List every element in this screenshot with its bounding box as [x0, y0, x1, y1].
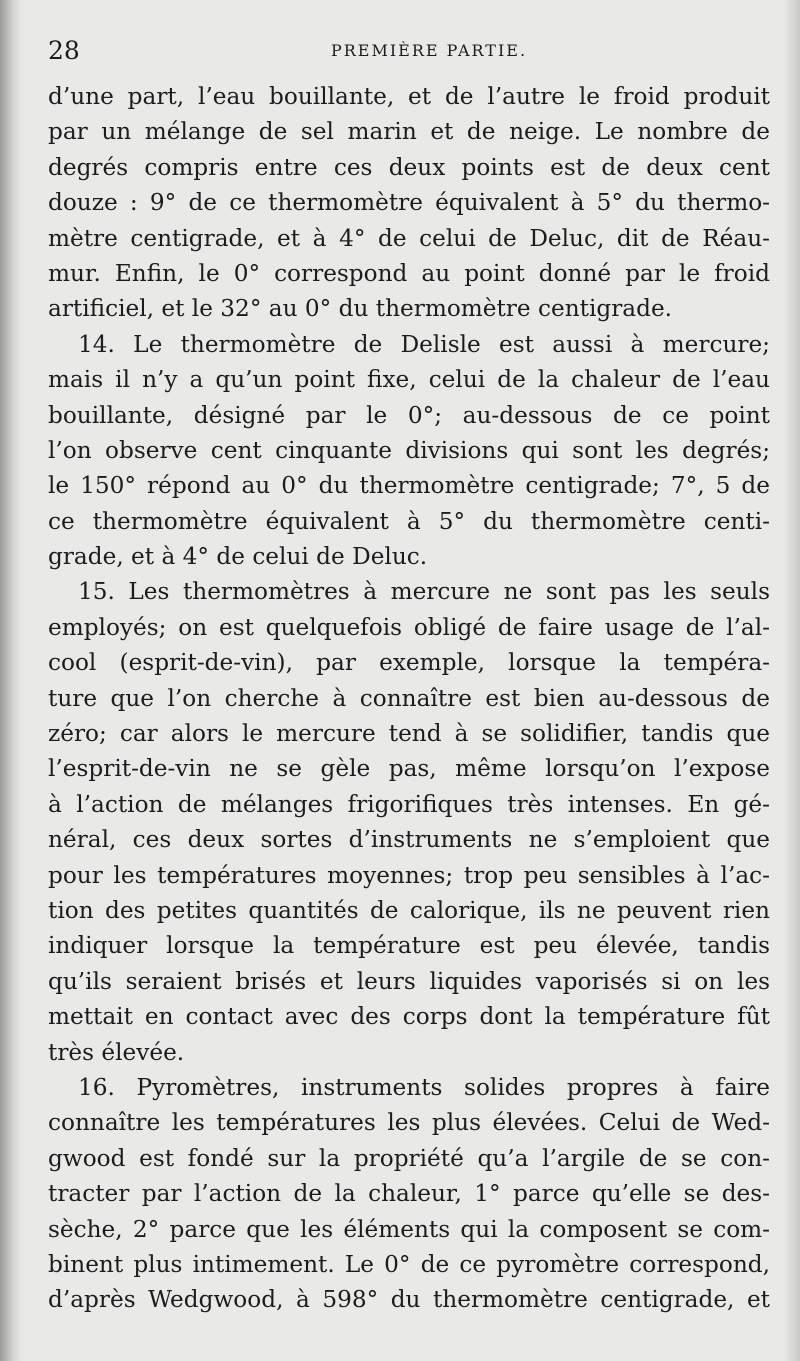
paragraph-15-start: 15. Les thermomètres à mercure ne sont pas les seuls: [78, 578, 770, 606]
text-line: par un mélange de sel marin et de neige. Le nombre de: [48, 118, 770, 146]
text-line: grade, et à 4° de celui de Deluc.: [48, 543, 428, 571]
text-line: l’on observe cent cinquante divisions qui sont les degrés;: [48, 436, 770, 464]
text-line: néral, ces deux sortes d’instruments ne s’emploient que: [48, 826, 770, 854]
paragraph-16-start: 16. Pyromètres, instruments solides propres à faire: [78, 1073, 770, 1101]
text-line: indiquer lorsque la température est peu élevée, tandis: [48, 932, 770, 960]
text-line: gwood est fondé sur la propriété qu’a l’argile de se con-: [48, 1144, 770, 1172]
text-line: très élevée.: [48, 1038, 185, 1066]
text-line: sèche, 2° parce que les éléments qui la composent se com-: [48, 1215, 770, 1243]
text-line: l’esprit-de-vin ne se gèle pas, même lorsqu’on l’expose: [48, 755, 770, 783]
text-line: qu’ils seraient brisés et leurs liquides vaporisés si on les: [48, 967, 770, 995]
text-line: d’une part, l’eau bouillante, et de l’autre le froid produit: [48, 83, 770, 110]
body-text: [48, 79, 770, 1318]
text-line: binent plus intimement. Le 0° de ce pyromètre correspond,: [48, 1250, 770, 1278]
text-line: mais il n’y a qu’un point fixe, celui de la chaleur de l’eau: [48, 366, 770, 394]
text-line: mur. Enfin, le 0° correspond au point donné par le froid: [48, 259, 770, 287]
text-line: bouillante, désigné par le 0°; au-dessous de ce point: [48, 401, 770, 429]
text-line: le 150° répond au 0° du thermomètre centigrade; 7°, 5 de: [48, 472, 770, 500]
text-line: à l’action de mélanges frigorifiques très intenses. En gé-: [48, 790, 770, 818]
text-line: degrés compris entre ces deux points est de deux cent: [48, 153, 770, 181]
text-line: d’après Wedgwood, à 598° du thermomètre centigrade, et: [48, 1286, 770, 1314]
text-line: douze : 9° de ce thermomètre équivalent à 5° du thermo-: [48, 189, 770, 217]
text-line: mètre centigrade, et à 4° de celui de Deluc, dit de Réau-: [48, 224, 770, 252]
text-line: mettait en contact avec des corps dont la température fût: [48, 1003, 770, 1031]
running-title: PREMIÈRE PARTIE.: [330, 41, 528, 60]
text-line: artificiel, et le 32° au 0° du thermomètre centigrade.: [48, 295, 673, 323]
running-head: [48, 34, 770, 68]
text-line: employés; on est quelquefois obligé de faire usage de l’al-: [48, 613, 770, 641]
paragraph-14-start: 14. Le thermomètre de Delisle est aussi à mercure;: [78, 330, 770, 358]
text-line: ce thermomètre équivalent à 5° du thermomètre centi-: [48, 507, 770, 535]
text-line: cool (esprit-de-vin), par exemple, lorsque la tempéra-: [48, 649, 770, 677]
page-number: 28: [48, 36, 80, 65]
text-line: tracter par l’action de la chaleur, 1° parce qu’elle se des-: [48, 1180, 770, 1208]
text-line: pour les températures moyennes; trop peu sensibles à l’ac-: [48, 861, 770, 889]
text-line: ture que l’on cherche à connaître est bien au-dessous de: [48, 684, 770, 712]
text-line: connaître les températures les plus élevées. Celui de Wed-: [48, 1109, 770, 1137]
text-line: tion des petites quantités de calorique, ils ne peuvent rien: [48, 896, 770, 924]
text-line: zéro; car alors le mercure tend à se solidifier, tandis que: [48, 720, 770, 748]
